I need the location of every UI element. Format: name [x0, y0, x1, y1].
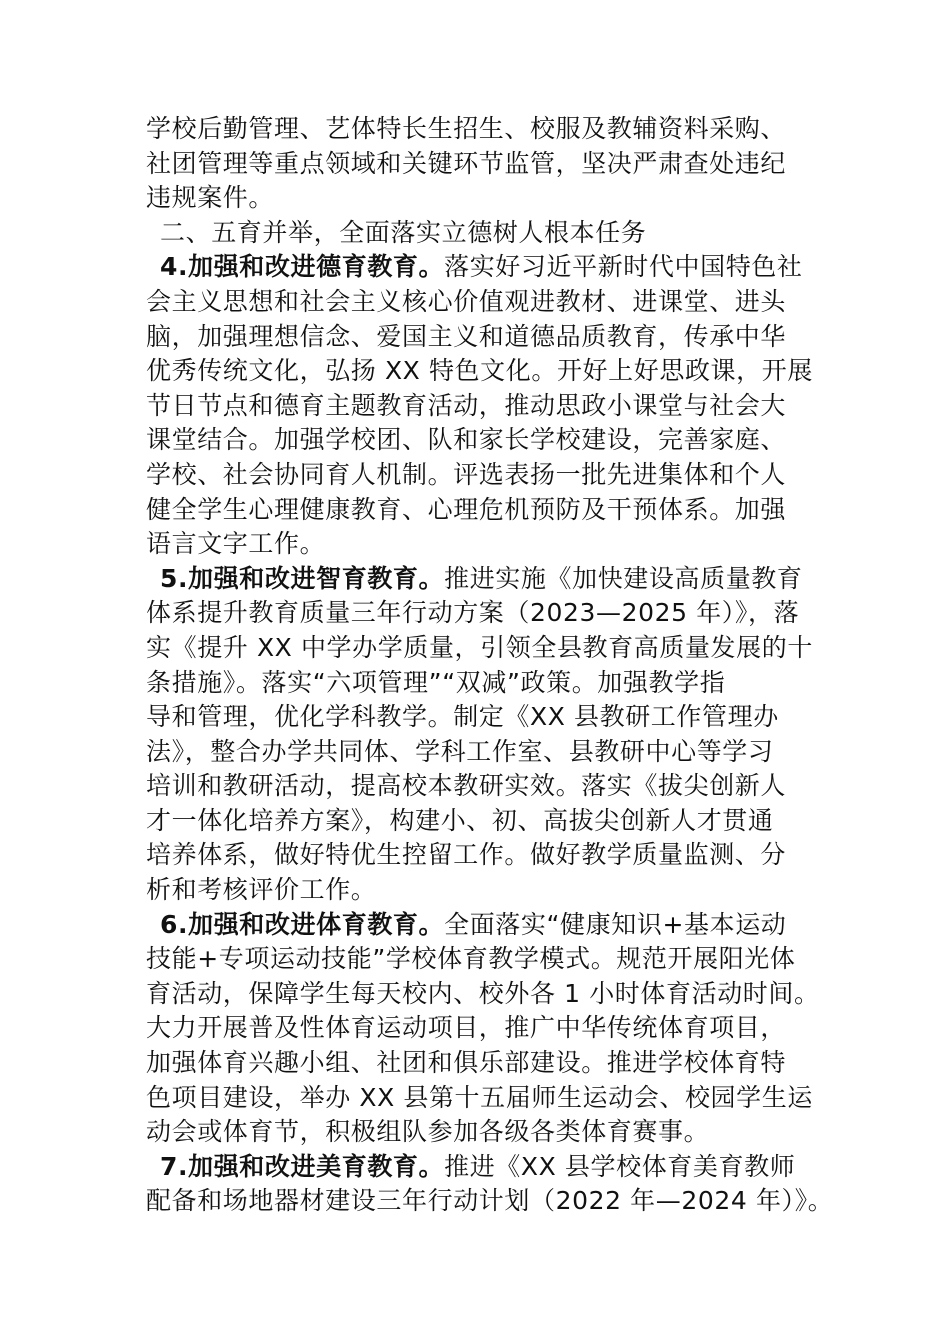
text-line: 技能+专项运动技能”学校体育教学模式。规范开展阳光体 — [146, 944, 796, 974]
text-line: 语言文字工作。 — [146, 529, 326, 559]
item-paragraph-6 — [146, 908, 818, 1150]
text-line: 才一体化培养方案》，构建小、初、高拔尖创新人才贯通 — [146, 805, 774, 835]
text-line: 课堂结合。加强学校团、队和家长学校建设，完善家庭、 — [146, 425, 787, 455]
text-line: 大力开展普及性体育运动项目，推广中华传统体育项目， — [146, 1013, 787, 1043]
item-paragraph-4 — [146, 250, 818, 561]
text-line: 色项目建设，举办 XX 县第十五届师生运动会、校园学生运 — [146, 1082, 813, 1112]
text-line: 社团管理等重点领域和关键环节监管，坚决严肃查处违纪 — [146, 148, 787, 178]
item-title: 4.加强和改进德育教育。 — [160, 252, 445, 282]
text-line: 育活动，保障学生每天校内、校外各 1 小时体育活动时间。 — [146, 978, 820, 1008]
text-line: 法》，整合办学共同体、学科工作室、县教研中心等学习 — [146, 736, 774, 766]
document-body — [146, 112, 834, 1219]
item-text: 推进实施《加快建设高质量教育 — [444, 563, 803, 593]
text-line: 加强体育兴趣小组、社团和俱乐部建设。推进学校体育特 — [146, 1048, 787, 1078]
text-line: 节日节点和德育主题教育活动，推动思政小课堂与社会大 — [146, 390, 787, 420]
text-line: 培训和教研活动，提高校本教研实效。落实《拔尖创新人 — [146, 771, 787, 801]
item-title: 5.加强和改进智育教育。 — [160, 563, 445, 593]
text-line: 析和考核评价工作。 — [146, 875, 377, 905]
text-line: 体系提升教育质量三年行动方案（2023—2025 年）》，落 — [146, 598, 800, 628]
text-line — [146, 250, 818, 285]
item-paragraph-7 — [146, 1150, 834, 1219]
text-line: 脑，加强理想信念、爱国主义和道德品质教育，传承中华 — [146, 321, 787, 351]
text-line: 条措施》。落实“六项管理”“双减”政策。加强教学指 — [146, 667, 726, 697]
item-title: 6.加强和改进体育教育。 — [160, 909, 445, 939]
text-line: 优秀传统文化，弘扬 XX 特色文化。开好上好思政课，开展 — [146, 356, 813, 386]
text-line: 会主义思想和社会主义核心价值观进教材、进课堂、进头 — [146, 286, 787, 316]
text-line: 导和管理，优化学科教学。制定《XX 县教研工作管理办 — [146, 702, 779, 732]
text-line — [146, 1150, 818, 1185]
text-line: 学校后勤管理、艺体特长生招生、校服及教辅资料采购、 — [146, 114, 787, 143]
text-line — [146, 562, 818, 597]
text-line: 动会或体育节，积极组队参加各级各类体育赛事。 — [146, 1117, 710, 1147]
item-paragraph-5 — [146, 562, 818, 908]
text-line — [146, 908, 818, 943]
intro-paragraph — [146, 112, 818, 216]
text-line: 配备和场地器材建设三年行动计划（2022 年—2024 年）》。 — [146, 1186, 834, 1216]
text-line: 违规案件。 — [146, 183, 275, 213]
item-text: 推进《XX 县学校体育美育教师 — [444, 1151, 796, 1181]
text-line: 培养体系，做好特优生控留工作。做好教学质量监测、分 — [146, 840, 787, 870]
item-text: 落实好习近平新时代中国特色社 — [444, 252, 803, 282]
text-line: 实《提升 XX 中学办学质量，引领全县教育高质量发展的十 — [146, 632, 813, 662]
text-line: 健全学生心理健康教育、心理危机预防及干预体系。加强 — [146, 494, 787, 524]
item-title: 7.加强和改进美育教育。 — [160, 1151, 445, 1181]
section-heading: 二、五育并举，全面落实立德树人根本任务 — [160, 217, 647, 247]
text-line: 学校、社会协同育人机制。评选表扬一批先进集体和个人 — [146, 459, 787, 489]
item-text: 全面落实“健康知识+基本运动 — [444, 909, 787, 939]
